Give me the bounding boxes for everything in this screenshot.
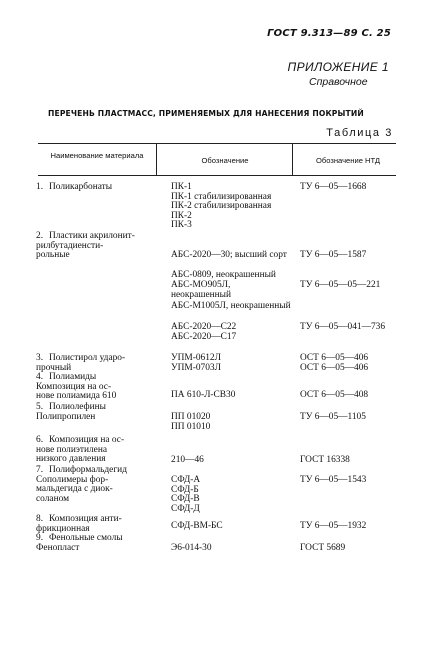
row-number: 5. xyxy=(36,402,44,412)
table-row xyxy=(36,232,149,261)
table-label: Таблица 3 xyxy=(326,127,393,139)
designation-cell: ПА 610-Л-СВ30 xyxy=(171,390,236,400)
designation-cell: СФД-А СФД-Б СФД-В СФД-Д xyxy=(171,475,201,514)
material-name: Полиамиды Композиция на ос- нове полиамида 610 xyxy=(36,372,117,402)
designation-cell: Э6-014-30 xyxy=(171,543,212,553)
row-number: 4. xyxy=(36,372,44,382)
header-ntd: Обозначение НТД xyxy=(315,156,381,165)
column-divider xyxy=(156,143,157,175)
designation-cell: ПП 01020 ПП 01010 xyxy=(171,412,211,432)
table-top-rule xyxy=(38,143,396,144)
table-row xyxy=(36,436,149,465)
appendix-title: ПРИЛОЖЕНИЕ 1 xyxy=(287,60,389,74)
row-number: 3. xyxy=(36,353,44,363)
header-designation: Обозначение xyxy=(201,156,249,165)
designation-cell: СФД-ВМ-БС xyxy=(171,521,223,531)
standard-reference: ГОСТ 9.313—89 С. 25 xyxy=(267,28,391,39)
table-row xyxy=(36,354,149,373)
row-number: 9. xyxy=(36,533,44,543)
designation-cell: 210—46 xyxy=(171,455,204,465)
material-name: Композиция на ос- нове полиэтилена низкого давления xyxy=(36,435,125,465)
row-number: 7. xyxy=(36,465,44,475)
ntd-cell: ГОСТ 16338 xyxy=(300,455,350,465)
ntd-cell: ТУ 6—05—1932 xyxy=(300,521,367,531)
table-row xyxy=(36,403,149,422)
column-divider xyxy=(292,143,293,175)
table-row xyxy=(36,515,149,534)
row-number: 6. xyxy=(36,435,44,445)
appendix-subtitle: Справочное xyxy=(309,76,368,88)
designation-cell: ПК-1 ПК-1 стабилизированная ПК-2 стабилизированная ПК-2 ПК-3 xyxy=(171,182,272,231)
ntd-cell: ТУ 6—05—041—736 xyxy=(300,322,386,332)
row-number: 1. xyxy=(36,182,44,192)
designation-cell: УПМ-0612Л УПМ-0703Л xyxy=(171,353,221,373)
material-name: Полистирол ударо- прочный xyxy=(36,353,126,373)
document-title: ПЕРЕЧЕНЬ ПЛАСТМАСС, ПРИМЕНЯЕМЫХ ДЛЯ НАНЕСЕНИЯ ПОКРЫТИЙ xyxy=(48,109,364,118)
material-name: Композиция анти- фрикционная xyxy=(36,514,122,534)
material-name: Пластики акрилонит- рилбутадиенсти- рольные xyxy=(36,231,135,261)
table-row xyxy=(36,373,149,402)
designation-cell: АБС-0809, неокрашенный xyxy=(171,270,276,280)
ntd-cell: ТУ 6—05—1587 xyxy=(300,250,367,260)
table-row xyxy=(36,466,149,504)
ntd-cell: ГОСТ 5689 xyxy=(300,543,346,553)
material-name: Полиформальдегид Сополимеры фор- мальдегида с диок- соланом xyxy=(36,465,127,504)
material-name: Поликарбонаты xyxy=(49,182,113,192)
ntd-cell: ТУ 6—05—05—221 xyxy=(300,280,381,290)
row-number: 8. xyxy=(36,514,44,524)
ntd-cell: ТУ 6—05—1668 xyxy=(300,182,367,192)
table-header-rule xyxy=(38,175,396,176)
ntd-cell: ОСТ 6—05—406 ОСТ 6—05—406 xyxy=(300,353,369,373)
designation-cell: АБС-2020—С22 АБС-2020—С17 xyxy=(171,322,237,342)
material-name: Полиолефины Полипропилен xyxy=(36,402,106,422)
table-row xyxy=(36,183,149,193)
designation-cell: АБС-МО905Л, неокрашенный xyxy=(171,280,231,300)
designation-cell: АБС-М1005Л, неокрашенный xyxy=(171,301,291,311)
ntd-cell: ТУ 6—05—1543 xyxy=(300,475,367,485)
material-name: Фенольные смолы Фенопласт xyxy=(36,533,123,553)
row-number: 2. xyxy=(36,231,44,241)
ntd-cell: ТУ 6—05—1105 xyxy=(300,412,366,422)
header-name: Наименование материала xyxy=(50,151,144,160)
designation-cell: АБС-2020—30; высший сорт xyxy=(171,250,287,260)
table-row xyxy=(36,534,149,553)
ntd-cell: ОСТ 6—05—408 xyxy=(300,390,369,400)
